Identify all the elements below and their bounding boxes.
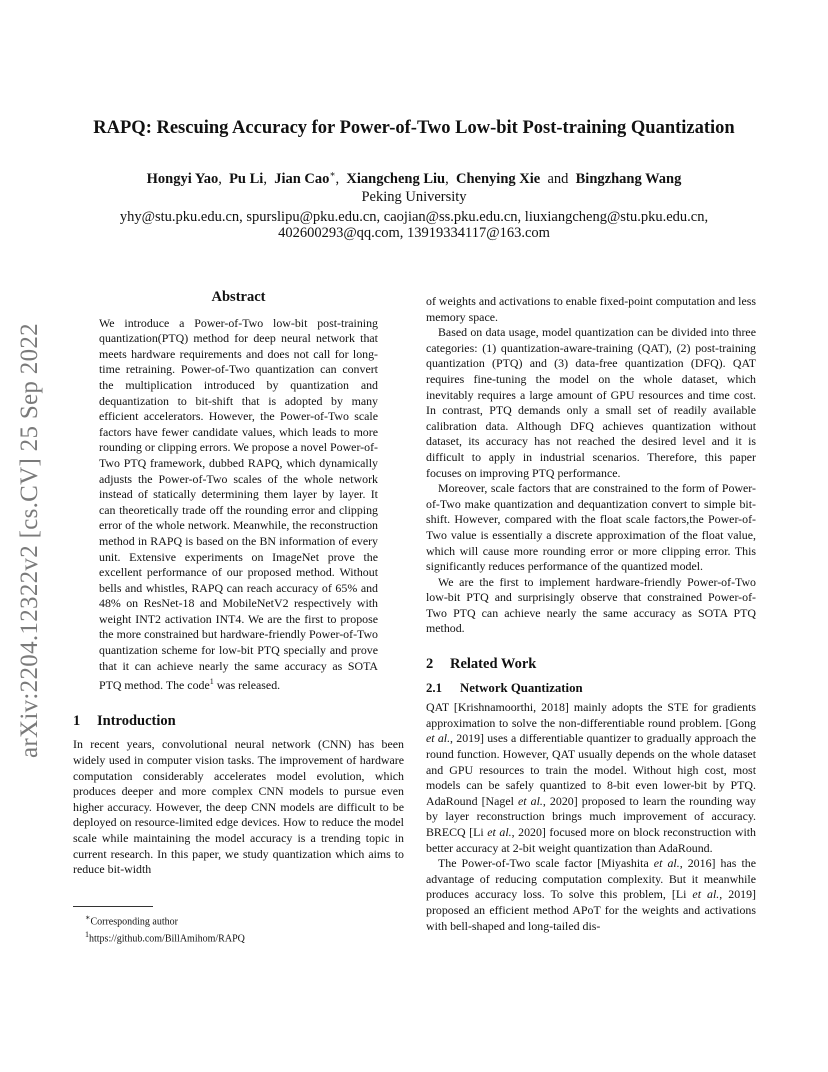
abstract-text: We introduce a Power-of-Two low-bit post-training quantization(PTQ) method for deep neural network that meets hardware requirements and does not call for long-time retraining. Power-of-Two quantization can convert the multiplication introduced by quantization and dequantization to bit-shift that is adopted by many efficient accelerators. However, the Power-of-Two scale factors have fewer candidate values, which leads to more rounding or clipping errors. We propose a novel Power-of-Two PTQ framework, dubbed RAPQ, which dynamically adjusts the Power-of-Two scales of the whole network instead of statically determining them layer by layer. It can theoretically trade off the rounding error and clipping error of the whole network. Meanwhile, the reconstruction method in RAPQ is based on the BN information of every unit. Extensive experiments on ImageNet prove the excellent performance of our proposed method. Without bells and whistles, RAPQ can reach accuracy of 65% and 48% on ResNet-18 and MobileNetV2 respectively with weight INT2 activation INT4. We are the first to propose the more constrained but hardware-friendly Power-of-Two quantization scheme for low-bit PTQ specially and prove that it can achieve nearly the same accuracy as SOTA PTQ method. The code	[99, 315, 378, 693]
author-name: Hongyi Yao	[146, 170, 219, 187]
corresponding-mark: ∗	[329, 169, 336, 179]
subsection-heading-network-quantization	[426, 681, 756, 697]
section-heading-introduction	[73, 714, 404, 730]
author-emails	[40, 209, 788, 241]
intro-paragraph-3: Moreover, scale factors that are constrained to the form of Power-of-Two make quantization and dequantization convert to simple bit-shift. However, compared with the float scale factors,the Power-of-Two value is essentially a discrete approximation of the float value, which will cause more rounding error or more clipping error. This significantly reduces performance of the quantized model.	[426, 481, 756, 574]
paper-title: RAPQ: Rescuing Accuracy for Power-of-Two Low-bit Post-training Quantization	[93, 118, 735, 138]
related-paragraph-1: QAT [Krishnamoorthi, 2018] mainly adopts the STE for gradients approximation to solve the non-differentiable round problem. [Gong et al., 2019] uses a differentiable quantizer to gradually approach the round function. However, QAT usually depends on the whole dataset and GPU resources to train the model. Without high cost, most models can be safely quantized to 8-bit even lower-bit by PTQ. AdaRound [Nagel et al., 2020] proposed to learn the rounding way by layer reconstruction brings much improvement of accuracy. BRECQ [Li et al., 2020] focused more on block reconstruction with better accuracy at 2-bit weight quantization than AdaRound.	[426, 700, 757, 855]
footnote-mark: ∗	[85, 912, 91, 922]
footnote-text: Corresponding author	[90, 916, 178, 928]
emails-line-1: yhy@stu.pku.edu.cn, spurslipu@pku.edu.cn, caojian@ss.pku.edu.cn, liuxiangcheng@stu.pku.edu.cn,	[119, 209, 709, 225]
footnote-ref: 1	[209, 677, 214, 687]
affiliation: Peking University	[361, 189, 467, 205]
footnote-rule	[73, 906, 153, 907]
author-name: Bingzhang Wang	[575, 170, 682, 187]
author-name: Chenying Xie	[456, 170, 541, 187]
right-column	[426, 294, 756, 934]
section-number: 2	[426, 656, 434, 673]
emails-line-2: 402600293@qq.com, 13919334117@163.com	[278, 225, 550, 241]
intro-paragraph-2: Based on data usage, model quantization can be divided into three categories: (1) quantization-aware-training (QAT), (2) post-training quantization (PTQ) and (3) data-free quantization (DFQ). QAT requires fine-tuning the model on the whole dataset, which inevitably requires a large amount of GPU resources and time cost. In contrast, PTQ demands only a small set of readily available calibration data. Although DFQ achieves quantization without dataset, its accuracy has not reached the desired level and it is difficult to apply in industrial scenarios. Therefore, this paper focuses on improving PTQ performance.	[426, 325, 756, 480]
author-and: and	[547, 170, 569, 187]
intro-paragraph-1: In recent years, convolutional neural network (CNN) has been widely used in computer vision tasks. The improvement of hardware computation considerably accelerates model evolution, which produces deeper and more complex CNN models to pursue even higher accuracy. However, the deep CNN models are difficult to be deployed on resource-limited edge devices. How to reduce the model scale while maintaining the model accuracy is a trending topic in current research. In this paper, we study quantization which aims to reduce bit-width	[73, 737, 404, 877]
author-name: Xiangcheng Liu	[346, 170, 446, 187]
left-column	[73, 290, 404, 945]
author-name: Jian Cao	[274, 170, 330, 187]
abstract-body	[99, 316, 378, 694]
subsection-title: Network Quantization	[460, 680, 583, 695]
footnote-link[interactable]: https://github.com/BillAmihom/RAPQ	[89, 933, 245, 945]
section-number: 1	[73, 712, 81, 729]
abstract-text-end: was released.	[213, 678, 281, 693]
section-title: Introduction	[97, 712, 176, 729]
footnote-mark: 1	[85, 930, 89, 940]
subsection-number: 2.1	[426, 680, 442, 695]
footnote	[73, 928, 404, 945]
author-list: Hongyi Yao, Pu Li, Jian Cao∗, Xiangcheng Liu, Chenying Xie and Bingzhang Wang	[146, 169, 682, 187]
related-paragraph-2: The Power-of-Two scale factor [Miyashita et al., 2016] has the advantage of reducing computation complexity. But it meanwhile produces accuracy loss. To solve this problem, [Li et al., 2019] proposed an efficient method APoT for the weights and activations with bell-shaped and long-tailed dis-	[426, 856, 757, 933]
arxiv-identifier: arXiv:2204.12322v2 [cs.CV] 25 Sep 2022	[16, 323, 43, 758]
footnote	[73, 911, 404, 928]
abstract-heading: Abstract	[211, 289, 266, 305]
section-title: Related Work	[450, 656, 537, 673]
intro-paragraph-4: We are the first to implement hardware-friendly Power-of-Two low-bit PTQ and surprisingly observe that constrained Power-of-Two PTQ can achieve nearly the same accuracy as SOTA PTQ method.	[426, 574, 756, 636]
intro-paragraph-1-continued: of weights and activations to enable fixed-point computation and less memory space.	[426, 294, 756, 324]
section-heading-related-work	[426, 657, 756, 673]
author-name: Pu Li	[229, 170, 264, 187]
